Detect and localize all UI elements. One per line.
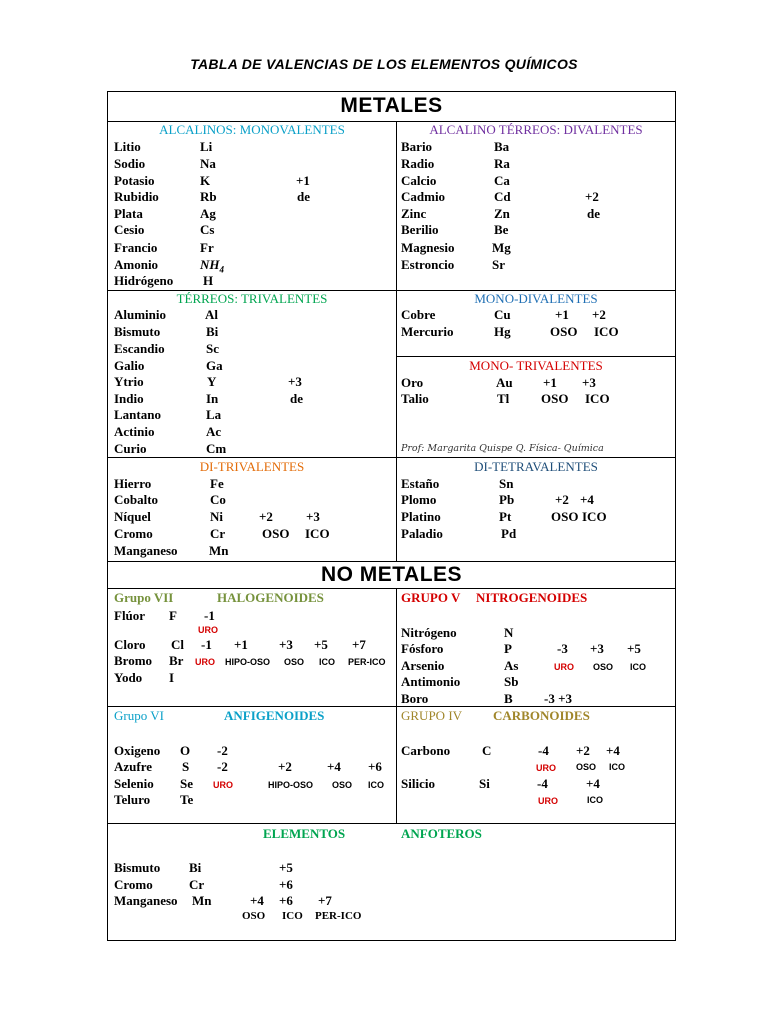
suffix-uro: URO bbox=[536, 763, 556, 773]
element-name: Bromo bbox=[114, 653, 153, 668]
element-symbol: Fe bbox=[210, 476, 224, 491]
element-name: Rubidio bbox=[114, 189, 159, 204]
suffix: HIPO-OSO bbox=[225, 657, 271, 667]
valence: +7 bbox=[352, 637, 366, 652]
anfoteros-title-right: ANFOTEROS bbox=[401, 826, 482, 841]
element-name: Cesio bbox=[114, 222, 145, 237]
element-name: Mercurio bbox=[401, 324, 454, 339]
element-symbol: Zn bbox=[494, 206, 510, 221]
element-name: Fósforo bbox=[401, 641, 444, 656]
valence: -3 bbox=[557, 641, 568, 656]
divider bbox=[108, 561, 675, 562]
element-name: Estroncio bbox=[401, 257, 455, 272]
element-symbol: Cs bbox=[200, 222, 215, 237]
element-name: Curio bbox=[114, 441, 147, 456]
monodivalentes-header: MONO-DIVALENTES bbox=[474, 291, 598, 306]
valence: +2 bbox=[576, 743, 590, 758]
element-symbol: Cl bbox=[171, 637, 184, 652]
element-name: Arsenio bbox=[401, 658, 445, 673]
valence: +1 bbox=[234, 637, 248, 652]
anfoteros-title-left: ELEMENTOS bbox=[263, 826, 346, 841]
suffix: HIPO-OSO bbox=[268, 780, 314, 790]
valence: +3 bbox=[582, 375, 596, 390]
element-name: Níquel bbox=[114, 509, 151, 524]
element-symbol: Co bbox=[210, 492, 226, 507]
valence: -1 bbox=[204, 608, 215, 623]
element-name: Cloro bbox=[114, 637, 146, 652]
element-symbol: Ga bbox=[206, 358, 223, 373]
element-name: Cromo bbox=[114, 526, 153, 541]
divider bbox=[108, 588, 675, 589]
element-name: Oro bbox=[401, 375, 424, 390]
element-symbol: Br bbox=[169, 653, 184, 668]
valence: +2 bbox=[592, 307, 606, 322]
element-name: Amonio bbox=[114, 257, 159, 272]
suffix: ICO bbox=[368, 780, 385, 790]
alcalinos-header: ALCALINOS: MONOVALENTES bbox=[159, 122, 345, 137]
valence: +5 bbox=[279, 860, 293, 875]
suffix-uro: URO bbox=[213, 780, 233, 790]
element-symbol: Ra bbox=[494, 156, 510, 171]
no-metales-title: NO METALES bbox=[320, 563, 463, 586]
element-name: Bismuto bbox=[114, 860, 161, 875]
element-symbol: I bbox=[169, 670, 175, 685]
suffix: ICO bbox=[319, 657, 336, 667]
element-name: Francio bbox=[114, 240, 158, 255]
element-name: Antimonio bbox=[401, 674, 461, 689]
element-name: Manganeso bbox=[114, 543, 178, 558]
element-name: Talio bbox=[401, 391, 429, 406]
element-symbol: H bbox=[203, 273, 214, 288]
element-name: Oxigeno bbox=[114, 743, 161, 758]
valence: +1 bbox=[555, 307, 569, 322]
element-name: Cobre bbox=[401, 307, 436, 322]
element-symbol: Sr bbox=[492, 257, 505, 272]
element-symbol: Pd bbox=[501, 526, 517, 541]
element-symbol: As bbox=[504, 658, 519, 673]
element-symbol: Ba bbox=[494, 139, 510, 154]
element-symbol: Cu bbox=[494, 307, 511, 322]
element-name: Lantano bbox=[114, 407, 161, 422]
element-name: Galio bbox=[114, 358, 145, 373]
element-symbol: Ac bbox=[206, 424, 222, 439]
element-name: Litio bbox=[114, 139, 141, 154]
valence: +2 bbox=[555, 492, 569, 507]
suffix: OSO bbox=[262, 526, 290, 541]
element-name: Manganeso bbox=[114, 893, 178, 908]
valence-de: de bbox=[587, 206, 600, 221]
element-name: Paladio bbox=[401, 526, 443, 541]
element-name: Potasio bbox=[114, 173, 155, 188]
element-name: Sodio bbox=[114, 156, 146, 171]
element-name: Yodo bbox=[114, 670, 143, 685]
group-label: GRUPO IV bbox=[401, 708, 463, 723]
ditetravalentes-header: DI-TETRAVALENTES bbox=[474, 459, 598, 474]
element-symbol: Tl bbox=[497, 391, 510, 406]
suffix: ICO bbox=[594, 324, 619, 339]
element-name: Cromo bbox=[114, 877, 153, 892]
valence: +3 bbox=[288, 374, 302, 389]
suffix: ICO bbox=[582, 509, 607, 524]
suffix: OSO bbox=[284, 657, 305, 667]
element-name: Radio bbox=[401, 156, 435, 171]
valence: +5 bbox=[627, 641, 641, 656]
element-symbol: In bbox=[206, 391, 219, 406]
valence: -2 bbox=[217, 743, 228, 758]
suffix-uro: URO bbox=[198, 625, 218, 635]
valence: +3 bbox=[279, 637, 293, 652]
element-symbol: Sb bbox=[504, 674, 519, 689]
suffix: PER-ICO bbox=[315, 910, 362, 922]
element-symbol: Au bbox=[496, 375, 513, 390]
element-name: Cobalto bbox=[114, 492, 159, 507]
valence: +6 bbox=[279, 877, 293, 892]
element-symbol: Cm bbox=[206, 441, 227, 456]
element-symbol: N bbox=[504, 625, 514, 640]
element-symbol: Bi bbox=[189, 860, 202, 875]
element-symbol: Ag bbox=[200, 206, 216, 221]
suffix: OSO bbox=[576, 762, 597, 772]
element-name: Carbono bbox=[401, 743, 451, 758]
element-name: Plata bbox=[114, 206, 143, 221]
valence: +1 bbox=[296, 173, 310, 188]
suffix: ICO bbox=[609, 762, 626, 772]
element-symbol: Al bbox=[205, 307, 218, 322]
valence: +3 bbox=[306, 509, 320, 524]
element-name: Actinio bbox=[114, 424, 155, 439]
element-symbol: Cd bbox=[494, 189, 511, 204]
element-symbol: F bbox=[169, 608, 177, 623]
element-symbol: B bbox=[504, 691, 513, 706]
valence: +3 bbox=[590, 641, 604, 656]
valence-de: de bbox=[290, 391, 303, 406]
valence: +4 bbox=[250, 893, 264, 908]
divider bbox=[396, 121, 397, 561]
element-name: Estaño bbox=[401, 476, 440, 491]
element-symbol: P bbox=[504, 641, 512, 656]
element-name: Berilio bbox=[401, 222, 439, 237]
element-name: Azufre bbox=[114, 759, 153, 774]
element-name: Plomo bbox=[401, 492, 437, 507]
element-name: Silicio bbox=[401, 776, 435, 791]
terreos-header: TÉRREOS: TRIVALENTES bbox=[176, 291, 328, 306]
element-symbol: O bbox=[180, 743, 191, 758]
element-name: Nitrógeno bbox=[401, 625, 457, 640]
element-symbol: K bbox=[200, 173, 211, 188]
element-symbol: Cr bbox=[189, 877, 205, 892]
element-symbol: Cr bbox=[210, 526, 226, 541]
suffix: ICO bbox=[305, 526, 330, 541]
element-symbol: Rb bbox=[200, 189, 217, 204]
element-symbol: Pb bbox=[499, 492, 515, 507]
element-symbol: Se bbox=[180, 776, 193, 791]
divider bbox=[108, 706, 675, 707]
valence: +2 bbox=[259, 509, 273, 524]
suffix-uro: URO bbox=[554, 662, 574, 672]
valence: -4 bbox=[538, 743, 549, 758]
family-label: ANFIGENOIDES bbox=[224, 708, 325, 723]
family-label: NITROGENOIDES bbox=[476, 590, 588, 605]
suffix: OSO bbox=[550, 324, 578, 339]
element-name: Ytrio bbox=[114, 374, 144, 389]
element-name: Indio bbox=[114, 391, 144, 406]
family-label: HALOGENOIDES bbox=[217, 590, 324, 605]
ditrivalentes-header: DI-TRIVALENTES bbox=[199, 459, 305, 474]
divider bbox=[396, 356, 675, 357]
divider bbox=[108, 457, 675, 458]
suffix-uro: URO bbox=[538, 796, 558, 806]
element-symbol: Si bbox=[479, 776, 490, 791]
element-symbol: La bbox=[206, 407, 222, 422]
element-name: Teluro bbox=[114, 792, 151, 807]
element-symbol: C bbox=[482, 743, 492, 758]
valence: +4 bbox=[580, 492, 594, 507]
valence: +6 bbox=[279, 893, 293, 908]
element-symbol: Mn bbox=[192, 893, 212, 908]
element-name: Selenio bbox=[114, 776, 154, 791]
suffix: OSO bbox=[551, 509, 579, 524]
element-symbol: Sc bbox=[206, 341, 219, 356]
metales-title: METALES bbox=[340, 94, 443, 117]
suffix: OSO bbox=[593, 662, 614, 672]
document-title: TABLA DE VALENCIAS DE LOS ELEMENTOS QUÍMICOS bbox=[190, 56, 578, 72]
element-symbol: Be bbox=[494, 222, 509, 237]
valence: -1 bbox=[201, 637, 212, 652]
element-symbol: Mg bbox=[492, 240, 511, 255]
element-symbol: Na bbox=[200, 156, 216, 171]
family-label: CARBONOIDES bbox=[493, 708, 590, 723]
valence: +7 bbox=[318, 893, 332, 908]
suffix: PER-ICO bbox=[348, 657, 386, 667]
element-name: Hidrógeno bbox=[114, 273, 174, 288]
element-symbol: Bi bbox=[206, 324, 219, 339]
element-symbol: Li bbox=[200, 139, 213, 154]
element-name: Escandio bbox=[114, 341, 165, 356]
valence: +5 bbox=[314, 637, 328, 652]
valence: -3 +3 bbox=[544, 691, 572, 706]
element-name: Hierro bbox=[114, 476, 152, 491]
divider bbox=[396, 588, 397, 823]
group-label: GRUPO V bbox=[401, 590, 461, 605]
element-symbol: Ca bbox=[494, 173, 510, 188]
element-name: Cadmio bbox=[401, 189, 446, 204]
element-name: Magnesio bbox=[401, 240, 455, 255]
valence: -2 bbox=[217, 759, 228, 774]
element-name: Platino bbox=[401, 509, 441, 524]
suffix: OSO bbox=[242, 910, 266, 922]
suffix-uro: URO bbox=[195, 657, 215, 667]
divider bbox=[108, 823, 675, 824]
valence: +6 bbox=[368, 759, 382, 774]
teacher-signature: Prof: Margarita Quispe Q. Física- Química bbox=[401, 443, 604, 454]
element-symbol: Mn bbox=[209, 543, 229, 558]
element-symbol: Y bbox=[207, 374, 217, 389]
element-name: Bismuto bbox=[114, 324, 161, 339]
valence: +2 bbox=[585, 189, 599, 204]
suffix: ICO bbox=[585, 391, 610, 406]
element-symbol: Hg bbox=[494, 324, 511, 339]
valence: -4 bbox=[537, 776, 548, 791]
valence: +2 bbox=[278, 759, 292, 774]
element-symbol: Sn bbox=[499, 476, 514, 491]
element-symbol: Fr bbox=[200, 240, 214, 255]
element-symbol: $NH_4$ bbox=[200, 257, 224, 275]
element-symbol: S bbox=[182, 759, 190, 774]
element-name: Calcio bbox=[401, 173, 437, 188]
valence: +1 bbox=[543, 375, 557, 390]
valence: +4 bbox=[327, 759, 341, 774]
valence-de: de bbox=[297, 189, 310, 204]
suffix: OSO bbox=[541, 391, 569, 406]
element-name: Flúor bbox=[114, 608, 146, 623]
element-name: Boro bbox=[401, 691, 429, 706]
suffix: ICO bbox=[282, 910, 303, 922]
element-symbol: Te bbox=[180, 792, 194, 807]
valence: +4 bbox=[606, 743, 620, 758]
alcalinoterreos-header: ALCALINO TÉRREOS: DIVALENTES bbox=[429, 122, 643, 137]
group-label: Grupo VI bbox=[114, 708, 164, 723]
suffix: ICO bbox=[587, 795, 604, 805]
element-name: Aluminio bbox=[114, 307, 167, 322]
element-name: Zinc bbox=[401, 206, 427, 221]
group-label: Grupo VII bbox=[114, 590, 174, 605]
element-symbol: Ni bbox=[210, 509, 223, 524]
suffix: OSO bbox=[332, 780, 353, 790]
element-name: Bario bbox=[401, 139, 433, 154]
element-symbol: Pt bbox=[499, 509, 512, 524]
monotrivalentes-header: MONO- TRIVALENTES bbox=[469, 358, 603, 373]
valence: +4 bbox=[586, 776, 600, 791]
suffix: ICO bbox=[630, 662, 647, 672]
